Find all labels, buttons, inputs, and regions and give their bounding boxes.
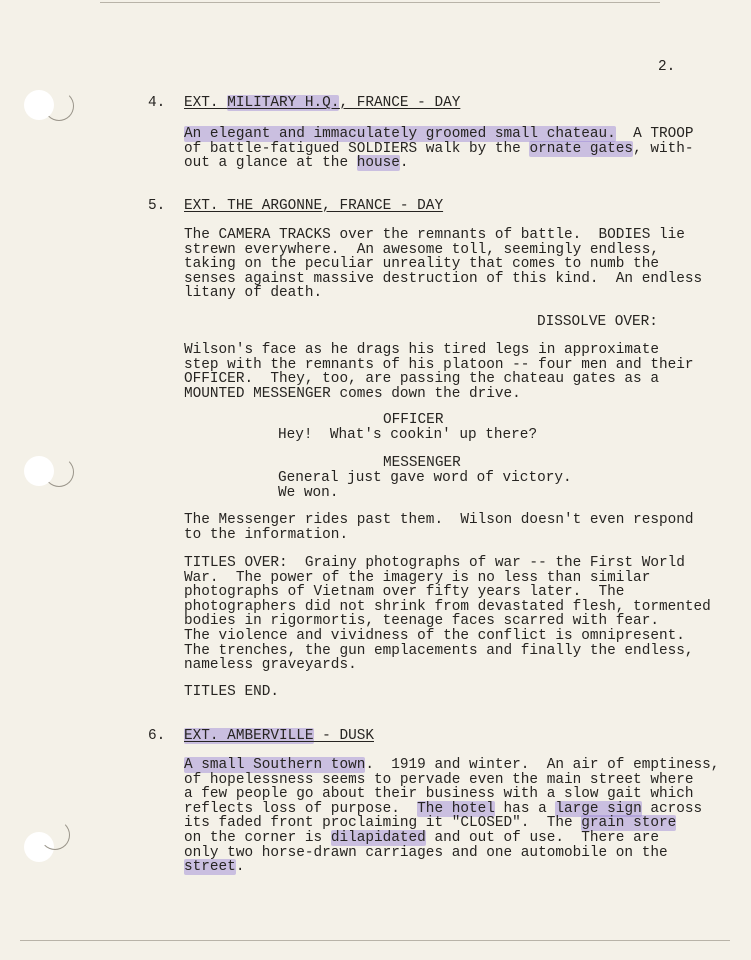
text-segment: EXT. (184, 95, 228, 111)
text-line (184, 729, 374, 744)
text-segment: MESSENGER (383, 455, 461, 471)
text-segment: across (641, 800, 703, 817)
text-line (184, 513, 694, 528)
scene-6-heading (184, 729, 374, 744)
text-segment: photographs of Vietnam over fifty years later. The (184, 584, 625, 601)
highlighted-text: EXT. AMBERVILLE (184, 728, 314, 744)
text-segment: to the information. (184, 526, 349, 543)
text-line (184, 156, 694, 171)
text-line (184, 758, 719, 773)
scene-6-action (184, 758, 719, 875)
text-segment: , with- (633, 140, 694, 157)
text-line (148, 96, 165, 111)
titles-end (184, 685, 279, 700)
scene-5-action-4 (184, 556, 711, 673)
text-line (184, 846, 719, 861)
text-segment: a few people go about their business with a slow gait which (184, 786, 694, 803)
text-line (184, 658, 711, 673)
text-segment: bodies in rigormortis, teenage faces scarred with fear. (184, 613, 659, 630)
text-line (184, 387, 694, 402)
text-line (383, 456, 461, 471)
text-segment: EXT. THE ARGONNE, FRANCE - DAY (184, 198, 444, 214)
text-segment: reflects loss of purpose. (184, 800, 418, 817)
text-segment: nameless graveyards. (184, 657, 357, 674)
text-segment: We won. (278, 484, 339, 501)
text-line (184, 685, 279, 700)
scene-5-heading (184, 199, 443, 214)
highlighted-text: An elegant and immaculately groomed small chateau. (184, 126, 616, 142)
text-line (184, 228, 702, 243)
text-segment: step with the remnants of his platoon -- four men and their (184, 356, 694, 373)
scene-4-action (184, 127, 694, 171)
text-segment: TITLES OVER: Grainy photographs of war -- the First World (184, 555, 685, 571)
text-line (278, 471, 572, 486)
text-line (184, 816, 719, 831)
text-segment: taking on the peculiar unreality that comes to numb the (184, 256, 659, 273)
text-segment: , FRANCE - DAY (339, 95, 461, 111)
scene-5-number (148, 199, 165, 214)
text-segment: War. The power of the imagery is no less than similar (184, 569, 651, 586)
text-segment: and out of use. There are (425, 829, 659, 846)
text-segment: The CAMERA TRACKS over the remnants of battle. BODIES lie (184, 227, 685, 243)
text-segment: OFFICER (383, 412, 444, 428)
text-segment: Hey! What's cookin' up there? (278, 427, 538, 443)
scene-4-number (148, 96, 165, 111)
highlighted-text: grain store (581, 815, 677, 832)
highlighted-text: A small Southern town (184, 757, 366, 773)
scene-5-action-2 (184, 343, 694, 401)
highlighted-text: street (184, 859, 236, 876)
text-segment: litany of death. (184, 285, 323, 302)
text-line (184, 802, 719, 817)
text-line (184, 644, 711, 659)
text-segment: . (399, 155, 409, 172)
highlighted-text: large sign (555, 800, 642, 817)
text-line (184, 860, 719, 875)
text-segment: The trenches, the gun emplacements and finally the endless, (184, 642, 694, 659)
text-segment: senses against massive destruction of this kind. An endless (184, 270, 703, 287)
text-line (184, 831, 719, 846)
text-segment: Wilson's face as he drags his tired legs in approximate (184, 342, 659, 358)
character-messenger (383, 456, 461, 471)
scene-6-number (148, 729, 165, 744)
transition-dissolve (537, 315, 658, 330)
text-segment: photographers did not shrink from devastated flesh, tormented (184, 598, 711, 615)
text-line (184, 629, 711, 644)
text-line (184, 614, 711, 629)
text-line (148, 729, 165, 744)
scene-4-heading (184, 96, 460, 111)
text-line (184, 600, 711, 615)
text-segment: strewn everywhere. An awesome toll, seemingly endless, (184, 241, 659, 258)
dialogue-messenger (278, 471, 572, 500)
text-line (184, 343, 694, 358)
text-segment: General just gave word of victory. (278, 470, 572, 486)
text-segment: of battle-fatigued SOLDIERS walk by the (184, 140, 530, 157)
character-officer (383, 413, 443, 428)
punch-hole-shadow (44, 457, 74, 487)
punch-hole-shadow (40, 820, 70, 850)
text-segment: only two horse-drawn carriages and one automobile on the (184, 844, 668, 861)
text-segment: DISSOLVE OVER: (537, 314, 658, 330)
top-edge-line (100, 2, 660, 3)
text-line (184, 142, 694, 157)
text-segment: . (235, 859, 245, 876)
text-line (184, 243, 702, 258)
punch-hole-shadow (44, 91, 74, 121)
text-line (184, 571, 711, 586)
text-line (184, 286, 702, 301)
text-segment: its faded front proclaiming it "CLOSED". The (184, 815, 582, 832)
scene-5-action-3 (184, 513, 694, 542)
text-segment: A TROOP (615, 126, 694, 142)
text-segment: 4. (148, 95, 166, 111)
text-segment: . 1919 and winter. An air of emptiness, (365, 757, 720, 773)
text-segment: TITLES END. (184, 684, 279, 700)
text-line (184, 199, 443, 214)
text-line (184, 96, 460, 111)
text-line (184, 528, 694, 543)
page-number: 2. (658, 59, 676, 75)
text-line (184, 787, 719, 802)
text-segment: 5. (148, 198, 166, 214)
dialogue-officer (278, 428, 537, 443)
text-segment: The violence and vividness of the conflict is omnipresent. (184, 627, 685, 644)
text-line (383, 413, 443, 428)
text-segment: has a (494, 800, 556, 817)
text-line (184, 372, 694, 387)
text-segment: on the corner is (184, 829, 331, 846)
text-line (184, 257, 702, 272)
text-segment: of hopelessness seems to pervade even the main street where (184, 771, 694, 788)
highlighted-text: dilapidated (330, 829, 426, 846)
scene-5-action-1 (184, 228, 702, 301)
highlighted-text: ornate gates (529, 140, 634, 157)
text-segment: OFFICER. They, too, are passing the chateau gates as a (184, 371, 659, 388)
text-segment: MOUNTED MESSENGER comes down the drive. (184, 385, 521, 402)
text-line (184, 585, 711, 600)
bottom-edge-line (20, 940, 730, 941)
text-line (148, 199, 165, 214)
text-segment: The Messenger rides past them. Wilson doesn't even respond (184, 512, 694, 528)
text-line (278, 486, 572, 501)
text-line (184, 127, 694, 142)
text-line (278, 428, 537, 443)
text-line (184, 773, 719, 788)
text-segment: - DUSK (313, 728, 374, 744)
text-line (184, 556, 711, 571)
text-line (184, 358, 694, 373)
text-segment: out a glance at the (184, 155, 357, 172)
text-segment: 6. (148, 728, 166, 744)
text-line (537, 315, 658, 330)
highlighted-text: house (356, 155, 400, 172)
text-line (184, 272, 702, 287)
highlighted-text: The hotel (417, 800, 495, 817)
highlighted-text: MILITARY H.Q. (227, 95, 340, 111)
